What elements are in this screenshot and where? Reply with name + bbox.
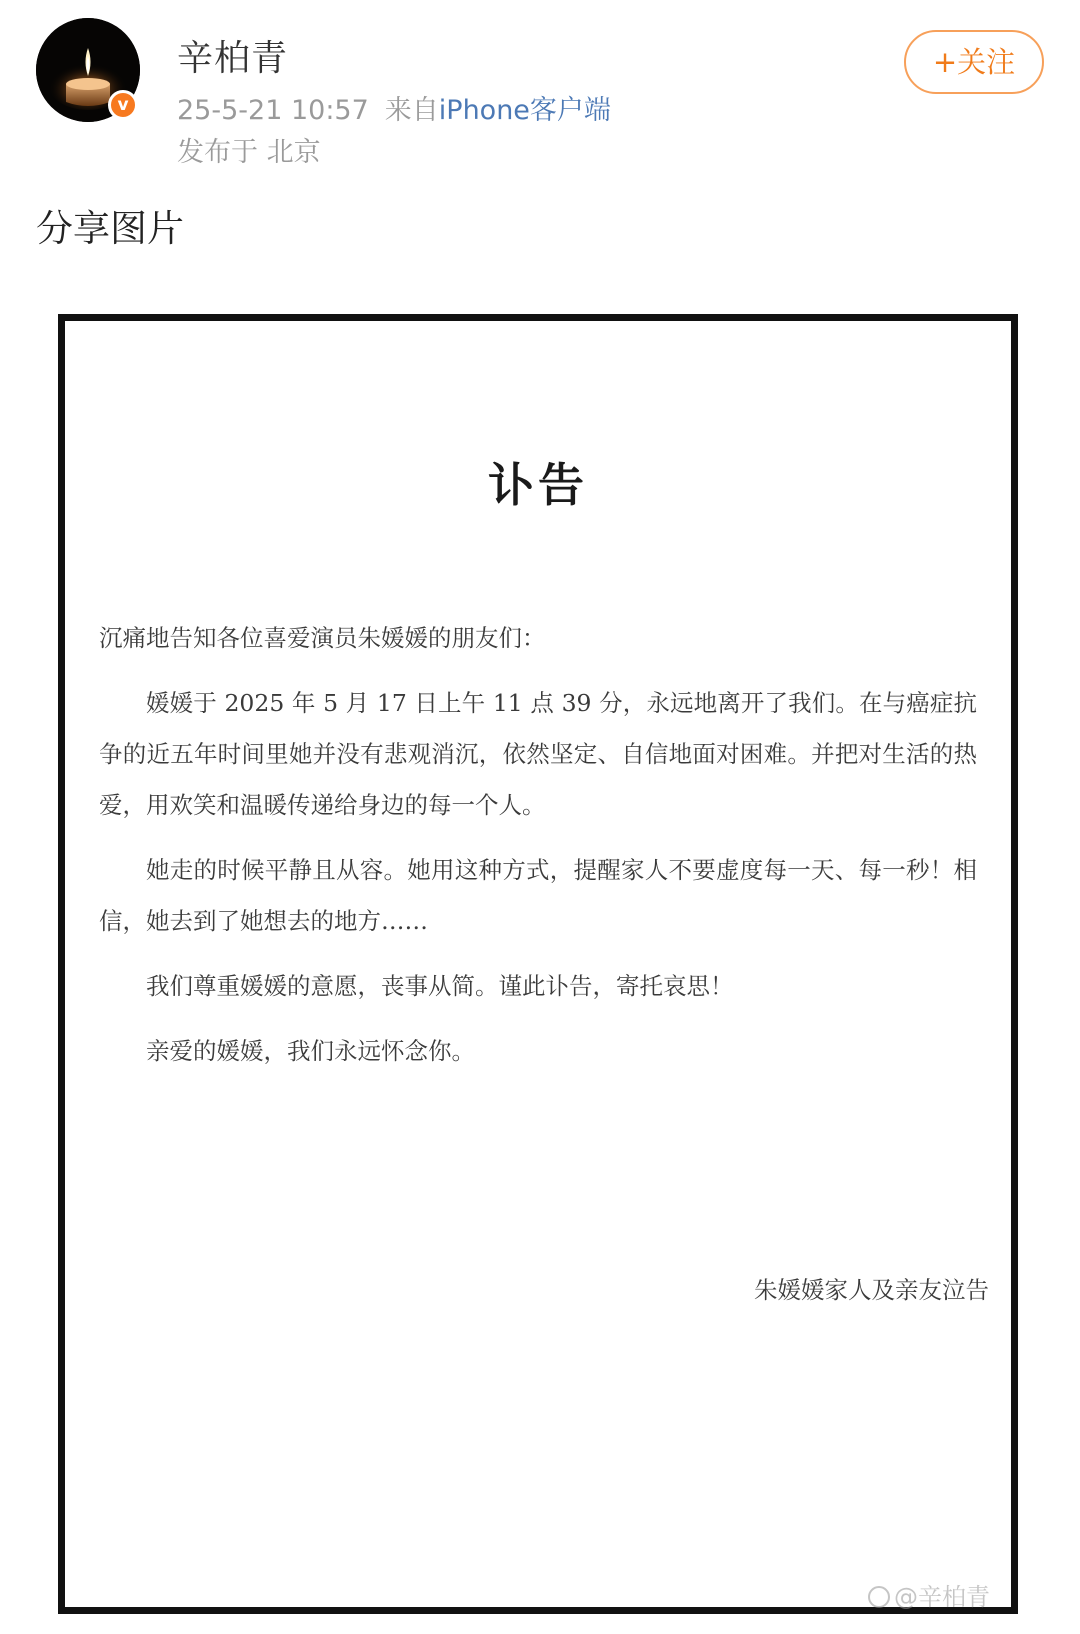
obituary-paragraph: 亲爱的媛媛，我们永远怀念你。	[146, 1037, 475, 1065]
post-timestamp: 25-5-21 10:57	[177, 95, 369, 126]
post-location: 发布于 北京	[177, 137, 321, 168]
obituary-title: 讣告	[488, 458, 588, 512]
follow-button[interactable]: +关注	[904, 30, 1044, 94]
verified-icon: v	[108, 90, 138, 120]
username[interactable]: 辛柏青	[177, 38, 289, 79]
image-watermark	[868, 1577, 990, 1612]
weibo-icon	[868, 1586, 890, 1608]
obituary-paragraph: 媛媛于 2025 年 5 月 17 日上午 11 点 39 分，永远地离开了我们。在与癌症抗争的近五年时间里她并没有悲观消沉，依然坚定、自信地面对困难。并把对生活的热爱，用欢笑和温暖传递给身边的每一个人。	[99, 689, 977, 819]
obituary-paragraph: 我们尊重媛媛的意愿，丧事从简。谨此讣告，寄托哀思！	[146, 972, 734, 1000]
post-text: 分享图片	[36, 207, 184, 250]
watermark-text: @辛柏青	[894, 1583, 990, 1611]
source-device-link[interactable]: iPhone	[438, 95, 530, 126]
shared-image[interactable]	[40, 296, 1040, 1626]
obituary-signature: 朱媛媛家人及亲友泣告	[754, 1276, 989, 1304]
source-label: 来自	[384, 95, 439, 126]
source-client-link[interactable]: 客户端	[529, 95, 611, 126]
post-meta	[177, 88, 611, 127]
obituary-frame	[58, 314, 1018, 1614]
obituary-salutation: 沉痛地告知各位喜爱演员朱媛媛的朋友们：	[99, 624, 546, 652]
obituary-body	[99, 613, 977, 1091]
obituary-paragraph: 她走的时候平静且从容。她用这种方式，提醒家人不要虚度每一天、每一秒！相信，她去到了她想去的地方……	[99, 856, 977, 935]
